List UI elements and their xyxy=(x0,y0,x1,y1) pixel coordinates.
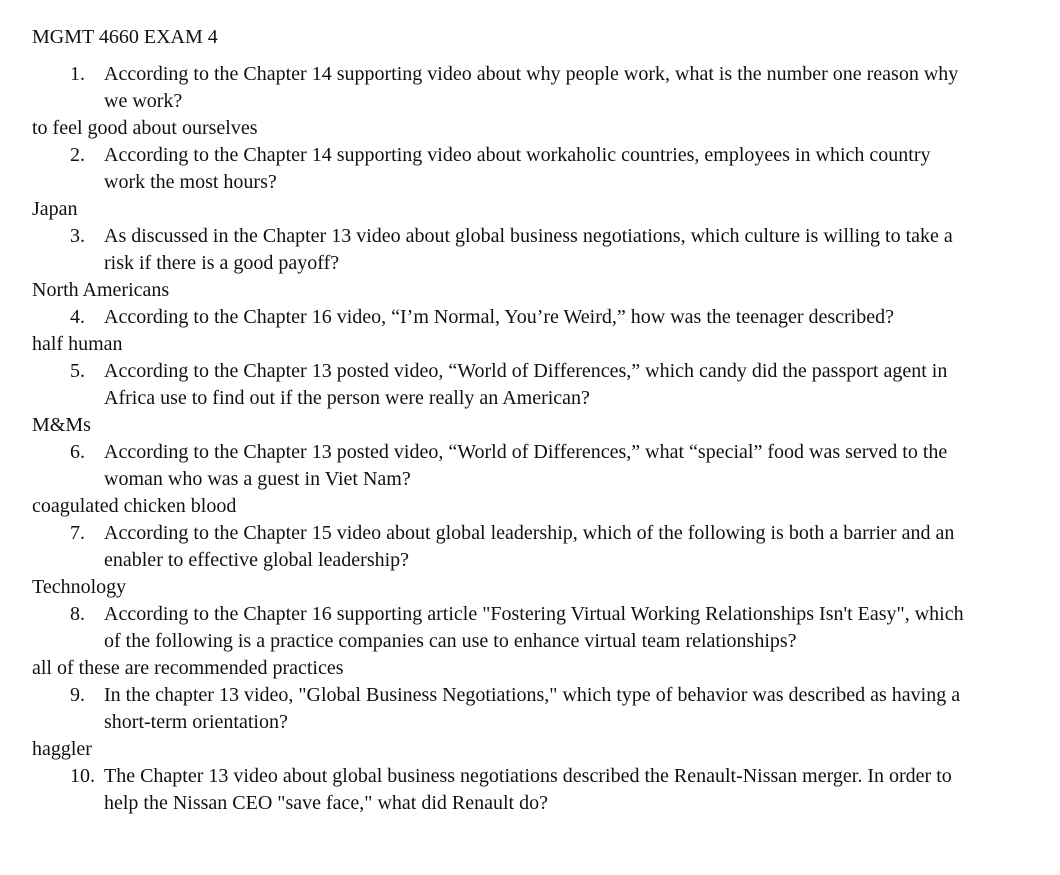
question-item xyxy=(32,682,1032,736)
answer-text: Technology xyxy=(32,576,127,598)
answer-text: half human xyxy=(32,333,123,355)
answer-text: coagulated chicken blood xyxy=(32,495,237,517)
answer-text: haggler xyxy=(32,738,92,760)
question-number: 2. xyxy=(70,144,85,166)
answer-text: to feel good about ourselves xyxy=(32,117,258,139)
question-number: 4. xyxy=(70,306,85,328)
question-number: 6. xyxy=(70,441,85,463)
question-text: According to the Chapter 14 supporting video about workaholic countries, employees in which country work the most hours? xyxy=(104,144,931,193)
question-item xyxy=(32,223,1032,277)
question-text: According to the Chapter 16 supporting article "Fostering Virtual Working Relationships Isn't Easy", which of the following is a practice companies can use to enhance virtual team relationships? xyxy=(104,603,964,652)
document-title: MGMT 4660 EXAM 4 xyxy=(32,26,218,48)
answer-text: Japan xyxy=(32,198,78,220)
question-text: The Chapter 13 video about global business negotiations described the Renault-Nissan merger. In order to help the Nissan CEO "save face," what did Renault do? xyxy=(104,765,952,814)
document-page xyxy=(32,24,1032,817)
question-number: 7. xyxy=(70,522,85,544)
question-number: 10. xyxy=(70,765,95,787)
question-item xyxy=(32,142,1032,196)
question-text: In the chapter 13 video, "Global Business Negotiations," which type of behavior was described as having a short-term orientation? xyxy=(104,684,961,733)
question-text: According to the Chapter 13 posted video, “World of Differences,” which candy did the passport agent in Africa use to find out if the person were really an American? xyxy=(104,360,948,409)
answer-text: M&Ms xyxy=(32,414,91,436)
question-item xyxy=(32,304,1032,331)
question-item xyxy=(32,601,1032,655)
question-item xyxy=(32,358,1032,412)
question-item xyxy=(32,61,1032,115)
question-item xyxy=(32,520,1032,574)
answer-text: all of these are recommended practices xyxy=(32,657,344,679)
question-number: 8. xyxy=(70,603,85,625)
question-text: According to the Chapter 15 video about global leadership, which of the following is both a barrier and an enabler to effective global leadership? xyxy=(104,522,955,571)
question-number: 3. xyxy=(70,225,85,247)
question-text: According to the Chapter 13 posted video, “World of Differences,” what “special” food was served to the woman who was a guest in Viet Nam? xyxy=(104,441,948,490)
question-text: According to the Chapter 14 supporting video about why people work, what is the number one reason why we work? xyxy=(104,63,959,112)
question-number: 5. xyxy=(70,360,85,382)
question-number: 9. xyxy=(70,684,85,706)
question-item xyxy=(32,439,1032,493)
question-number: 1. xyxy=(70,63,85,85)
question-text: According to the Chapter 16 video, “I’m Normal, You’re Weird,” how was the teenager described? xyxy=(104,306,894,328)
answer-text: North Americans xyxy=(32,279,170,301)
question-text: As discussed in the Chapter 13 video about global business negotiations, which culture is willing to take a risk if there is a good payoff? xyxy=(104,225,953,274)
question-item xyxy=(32,763,1032,817)
